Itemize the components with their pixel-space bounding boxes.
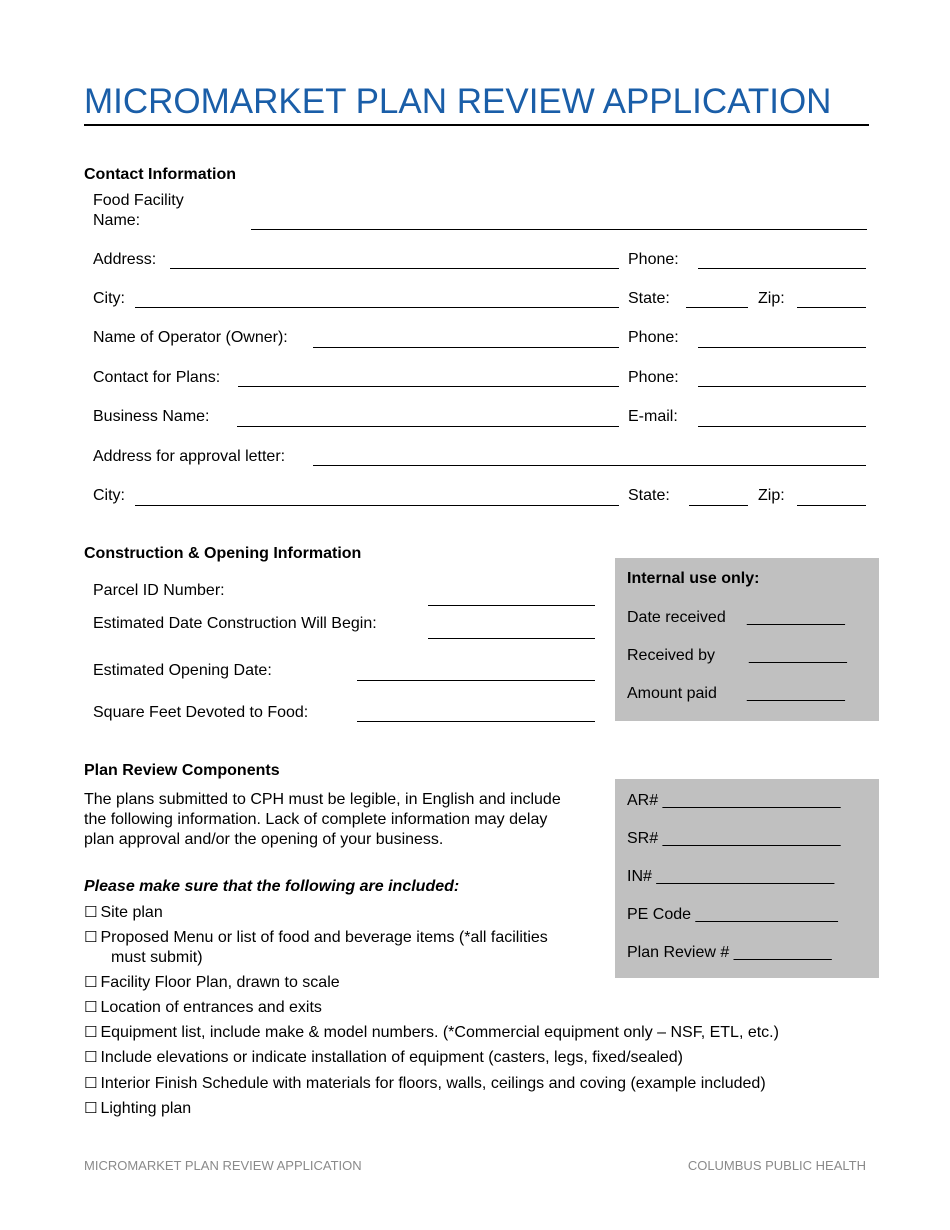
facility-name-label-2: Name: [93, 212, 141, 229]
city-label-1: City: [93, 290, 125, 307]
checklist-item-label: Equipment list, include make & model numbers. (*Commercial equipment only – NSF, ETL, etc.) [100, 1024, 779, 1041]
included-note: Please make sure that the following are included: [84, 878, 460, 895]
parcel-label: Parcel ID Number: [93, 582, 225, 599]
city-field-1[interactable] [135, 307, 619, 308]
square-feet-label: Square Feet Devoted to Food: [93, 704, 309, 721]
zip-label-2: Zip: [758, 487, 785, 504]
address-label: Address: [93, 251, 157, 268]
plan-review-paragraph-line-2: the following information. Lack of complete information may delay [84, 811, 548, 828]
in-number-field[interactable]: IN# ____________________ [627, 868, 835, 885]
date-received-field[interactable]: ___________ [747, 609, 845, 626]
received-by-label: Received by [627, 647, 716, 664]
checkbox-icon[interactable]: ☐ [84, 928, 98, 946]
phone-label-1: Phone: [628, 251, 679, 268]
amount-paid-field[interactable]: ___________ [747, 685, 845, 702]
contact-plans-field[interactable] [238, 386, 619, 387]
checklist-item-label: Lighting plan [100, 1100, 192, 1117]
checkbox-icon[interactable]: ☐ [84, 1074, 98, 1092]
checklist-item-menu-continued [90, 948, 203, 968]
phone-label-2: Phone: [628, 329, 679, 346]
checkbox-icon[interactable]: ☐ [84, 1099, 98, 1117]
plan-review-paragraph-line-3: plan approval and/or the opening of your business. [84, 831, 444, 848]
facility-name-field[interactable] [251, 229, 867, 230]
checklist-item-label: Proposed Menu or list of food and beverage items (*all facilities [100, 929, 548, 946]
zip-label-1: Zip: [758, 290, 785, 307]
ar-number-field[interactable]: AR# ____________________ [627, 792, 841, 809]
amount-paid-label: Amount paid [627, 685, 717, 702]
checkbox-icon[interactable]: ☐ [84, 973, 98, 991]
title-rule [84, 124, 869, 126]
opening-date-field[interactable] [357, 680, 595, 681]
plan-review-heading: Plan Review Components [84, 762, 280, 779]
zip-field-2[interactable] [797, 505, 866, 506]
checkbox-icon[interactable]: ☐ [84, 1023, 98, 1041]
operator-label: Name of Operator (Owner): [93, 329, 288, 346]
checklist-item-floor-plan[interactable] [84, 972, 340, 993]
checkbox-icon[interactable]: ☐ [84, 903, 98, 921]
phone-field-3[interactable] [698, 386, 866, 387]
approval-address-field[interactable] [313, 465, 866, 466]
checklist-item-label: Location of entrances and exits [100, 999, 322, 1016]
internal-use-heading: Internal use only: [627, 570, 760, 587]
footer-left: MICROMARKET PLAN REVIEW APPLICATION [84, 1158, 362, 1173]
state-label-1: State: [628, 290, 670, 307]
plan-review-paragraph-line-1: The plans submitted to CPH must be legible, in English and include [84, 791, 561, 808]
state-field-1[interactable] [686, 307, 748, 308]
city-label-2: City: [93, 487, 125, 504]
checklist-item-finish-schedule[interactable] [84, 1073, 766, 1094]
address-field[interactable] [170, 268, 619, 269]
parcel-field[interactable] [428, 605, 595, 606]
operator-field[interactable] [313, 347, 619, 348]
date-received-label: Date received [627, 609, 726, 626]
zip-field-1[interactable] [797, 307, 866, 308]
construction-begin-label: Estimated Date Construction Will Begin: [93, 615, 377, 632]
email-field[interactable] [698, 426, 866, 427]
business-name-field[interactable] [237, 426, 619, 427]
checklist-item-site-plan[interactable] [84, 902, 163, 923]
received-by-field[interactable]: ___________ [749, 647, 847, 664]
facility-name-label-1: Food Facility [93, 192, 184, 209]
business-name-label: Business Name: [93, 408, 210, 425]
opening-date-label: Estimated Opening Date: [93, 662, 272, 679]
email-label: E-mail: [628, 408, 678, 425]
checklist-item-label: Interior Finish Schedule with materials for floors, walls, ceilings and coving (example included) [100, 1075, 766, 1092]
square-feet-field[interactable] [357, 721, 595, 722]
city-field-2[interactable] [135, 505, 619, 506]
construction-heading: Construction & Opening Information [84, 545, 362, 562]
plan-review-paragraph [84, 790, 609, 850]
checklist-item-lighting[interactable] [84, 1098, 191, 1119]
footer-right: COLUMBUS PUBLIC HEALTH [687, 1158, 866, 1173]
plan-review-number-field[interactable]: Plan Review # ___________ [627, 944, 832, 961]
checklist-item-label: Site plan [100, 904, 163, 921]
checklist-item-elevations[interactable] [84, 1047, 683, 1068]
sr-number-field[interactable]: SR# ____________________ [627, 830, 841, 847]
checklist-item-label: Include elevations or indicate installation of equipment (casters, legs, fixed/sealed) [100, 1049, 683, 1066]
construction-begin-field[interactable] [428, 638, 595, 639]
contact-plans-label: Contact for Plans: [93, 369, 221, 386]
checklist-item-label-continued: must submit) [111, 949, 203, 966]
checklist-item-label: Facility Floor Plan, drawn to scale [100, 974, 340, 991]
phone-field-2[interactable] [698, 347, 866, 348]
phone-label-3: Phone: [628, 369, 679, 386]
pe-code-field[interactable]: PE Code ________________ [627, 906, 838, 923]
checklist-item-entrances[interactable] [84, 997, 322, 1018]
checkbox-icon[interactable]: ☐ [84, 1048, 98, 1066]
checklist-item-menu[interactable] [84, 927, 548, 948]
state-field-2[interactable] [689, 505, 748, 506]
page-title: MICROMARKET PLAN REVIEW APPLICATION [84, 82, 832, 121]
contact-heading: Contact Information [84, 166, 236, 183]
checklist-item-equipment-list[interactable] [84, 1022, 779, 1043]
state-label-2: State: [628, 487, 670, 504]
approval-address-label: Address for approval letter: [93, 448, 286, 465]
checkbox-icon[interactable]: ☐ [84, 998, 98, 1016]
phone-field-1[interactable] [698, 268, 866, 269]
